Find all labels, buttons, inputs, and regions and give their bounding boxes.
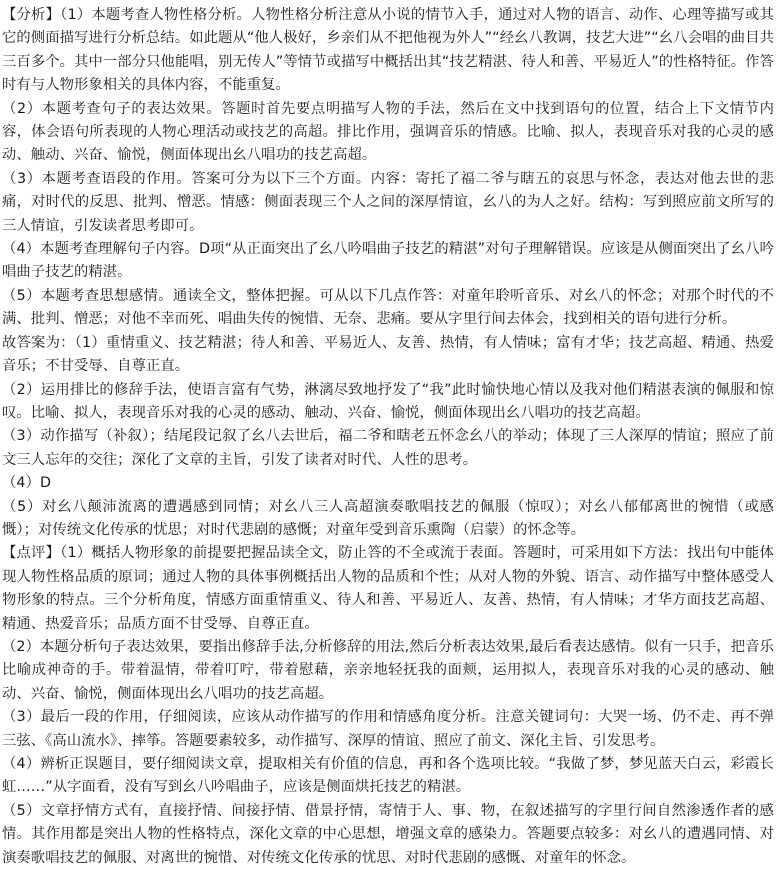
answer-item-1: 故答案为：（1）重情重义、技艺精湛；待人和善、平易近人、友善、热情，有人情味；富有才华；技艺高超、精通、热爱音乐；不甘受辱、自尊正直。 (2, 334, 774, 375)
solution-document (2, 4, 774, 870)
comment-item-1 (2, 542, 774, 636)
answer-item-4: （4）D (2, 475, 52, 492)
comment-item-3: （3）最后一段的作用，仔细阅读，应该从动作描写的作用和情感角度分析。注意关键词句：大哭一场、仍不走、再不弹三弦、《高山流水》、摔筝。答题要素较多，动作描写、深厚的情谊、照应了前文、深化主旨、引发思考。 (2, 709, 774, 749)
comment-tag: 【点评】 (2, 545, 61, 562)
answer-item-5: （5）对幺八颠沛流离的遭遇感到同情；对幺八三人高超演奏歌唱技艺的佩服（惊叹）；对幺八郁郁离世的惋惜（或感慨）；对传统文化传承的忧思；对时代悲剧的感慨；对童年受到音乐熏陶（启蒙）的怀念等。 (2, 498, 774, 538)
analysis-item-4: （4）本题考查理解句子内容。D项“从正面突出了幺八吟唱曲子技艺的精湛”对句子理解错误。应该是从侧面突出了幺八吟唱曲子技艺的精湛。 (2, 241, 774, 281)
analysis-item-2: （2）本题考查句子的表达效果。答题时首先要点明描写人物的手法，然后在文中找到语句的位置，结合上下文情节内容，体会语句所表现的人物心理活动或技艺的高超。排比作用，强调音乐的情感。比喻、拟人，表现音乐对我的心灵的感动、触动、兴奋、愉悦，侧面体现出幺八唱功的技艺高超。 (2, 100, 774, 164)
answer-item-2: （2）运用排比的修辞手法，使语言富有气势，淋漓尽致地抒发了“我”此时愉快地心情以及我对他们精湛表演的佩服和惊叹。比喻、拟人，表现音乐对我的心灵的感动、触动、兴奋、愉悦，侧面体现出幺八唱功的技艺高超。 (2, 381, 774, 421)
analysis-tag: 【分析】 (2, 7, 61, 23)
analysis-item-5: （5）本题考查思想感情。通读全文，整体把握。可从以下几点作答：对童年聆听音乐、对幺八的怀念；对那个时代的不满、批判、憎恶；对他不幸而死、唱曲失传的惋惜、无奈、悲痛。要从字里行间去体会，找到相关的语句进行分析。 (2, 287, 774, 328)
analysis-item-3: （3）本题考查语段的作用。答案可分为以下三个方面。内容：寄托了福二爷与瞎五的哀思与怀念，表达对他去世的悲痛，对时代的反思、批判、憎恶。情感：侧面表现三个人之间的深厚情谊，幺八的为人之好。结构：写到照应前文所写的三人情谊，引发读者思考即可。 (2, 170, 774, 234)
comment-item-1-text: （1）概括人物形象的前提要把握品读全文，防止答的不全或流于表面。答题时，可采用如下方法：找出句中能体现人物性格品质的原词；通过人物的具体事例概括出人物的品质和个性；从对人物的外貌、语言、动作描写中整体感受人物形象的特点。三个分析角度，情感方面重情重义、待人和善、平易近人、友善、热情，有人情味；才华方面技艺高超、精通、热爱音乐；品质方面不甘受辱、自尊正直。 (2, 545, 774, 632)
analysis-item-1 (2, 4, 774, 98)
comment-item-2: （2）本题分析句子表达效果，要指出修辞手法,分析修辞的用法,然后分析表达效果,最后看表达感情。似有一只手，把音乐比喻成神奇的手。带着温情，带着叮咛，带着慰藉，亲亲地轻抚我的面颊，运用拟人，表现音乐对我的心灵的感动、触动、兴奋、愉悦，侧面体现出幺八唱功的技艺高超。 (2, 638, 774, 702)
comment-item-5: （5）文章抒情方式有，直接抒情、间接抒情、借景抒情，寄情于人、事、物，在叙述描写的字里行间自然渗透作者的感情。其作用都是突出人物的性格特点，深化文章的中心思想，增强文章的感染力。答题要点较多：对幺八的遭遇同情、对演奏歌唱技艺的佩服、对离世的惋惜、对传统文化传承的忧思、对时代悲剧的感慨、对童年的怀念。 (2, 802, 774, 866)
comment-item-4: （4）辨析正误题目，要仔细阅读文章，提取相关有价值的信息，再和各个选项比较。“我做了梦，梦见蓝天白云，彩霞长虹……”从字面看，没有写到幺八吟唱曲子，应该是侧面烘托技艺的精湛。 (2, 756, 774, 796)
analysis-item-1-text: （1）本题考查人物性格分析。人物性格分析注意从小说的情节入手，通过对人物的语言、动作、心理等描写或其它的侧面描写进行分析总结。如此题从“他人极好，乡亲们从不把他视为外人”“经幺八教调，技艺大进”“幺八会唱的曲目共三百多个。其中一部分只他能唱，别无传人”等情节或描写中概括出其“技艺精湛、待人和善、平易近人”的性格特征。作答时有与人物形象相关的具体内容，不能重复。 (2, 7, 774, 94)
answer-item-3: （3）动作描写（补叙）；结尾段记叙了幺八去世后，福二爷和瞎老五怀念幺八的举动；体现了三人深厚的情谊；照应了前文三人忘年的交往；深化了文章的主旨，引发了读者对时代、人性的思考。 (2, 428, 774, 468)
